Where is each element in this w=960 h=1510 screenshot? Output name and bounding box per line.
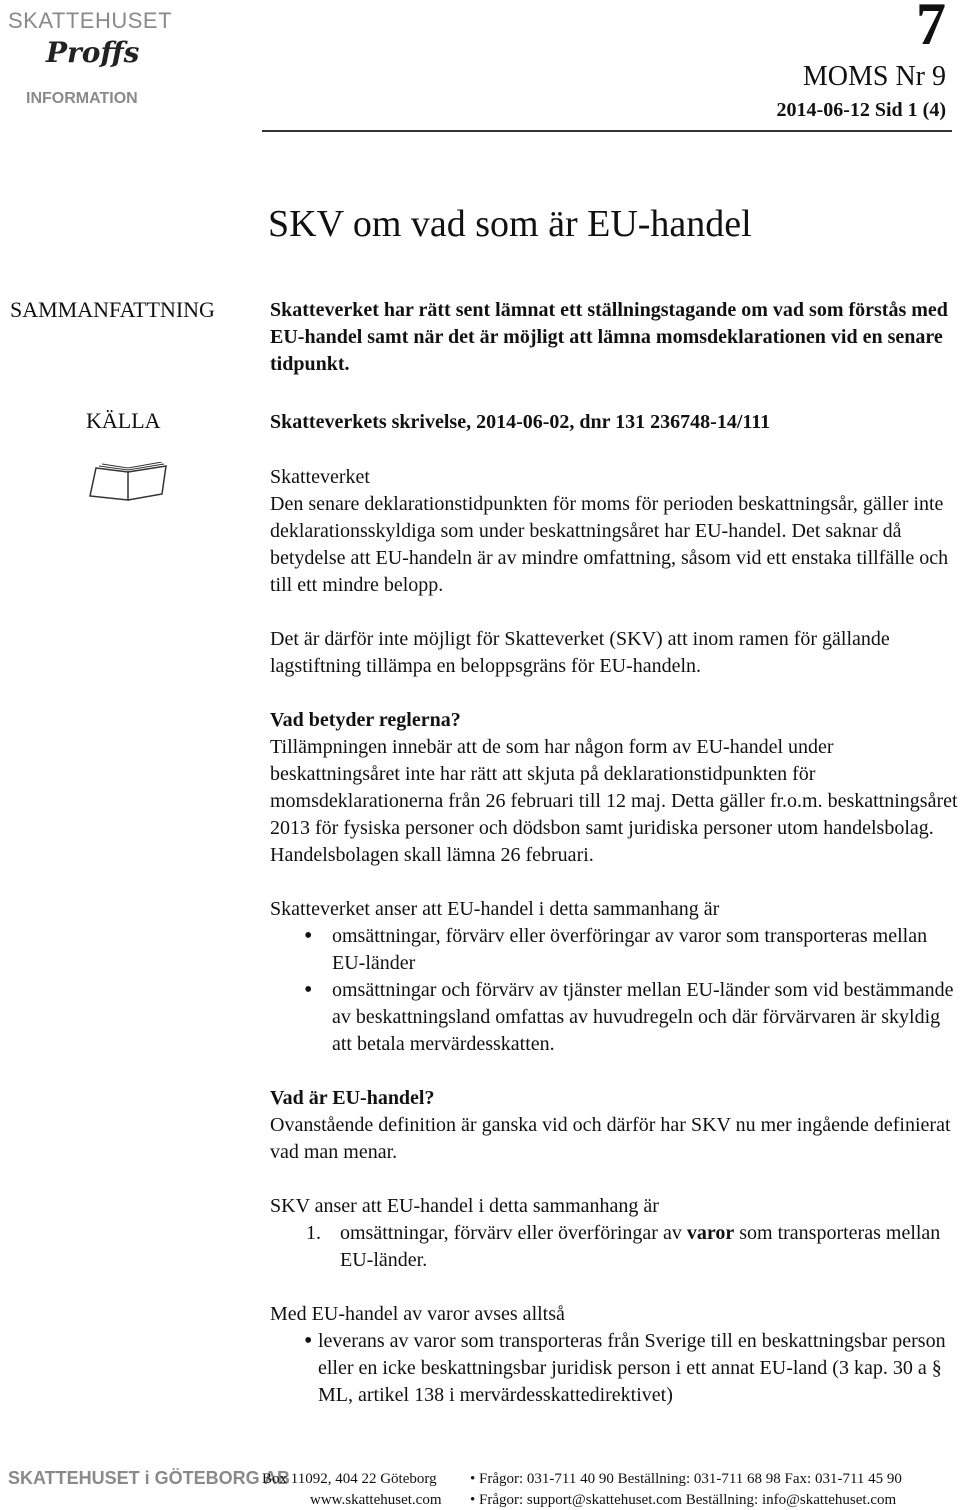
eu-heading: Vad är EU-handel?	[270, 1087, 435, 1109]
logo-proffs: Proffs	[46, 36, 140, 69]
page-title: SKV om vad som är EU-handel	[268, 203, 752, 245]
list-item	[270, 1220, 960, 1274]
footer-phone-text: Frågor: 031-711 40 90 Beställning: 031-711 68 98 Fax: 031-711 45 90	[479, 1471, 902, 1487]
footer-contact-line2: • Frågor: support@skattehuset.com Beställning: info@skattehuset.com	[470, 1492, 897, 1508]
source-text: Skatteverkets skrivelse, 2014-06-02, dnr 131 236748-14/111	[270, 411, 771, 433]
paragraph-3: Tillämpningen innebär att de som har någon form av EU-handel under beskattningsåret inte har rätt att skjuta på deklarationstidpunkten för momsdeklarationerna från 26 februari till 12 maj. Detta gäller fr.o.m. beskattningsåret 2013 för fysiska personer och dödsbon samt juridiska personer utom handelsbolag. Handelsbolagen skall lämna 26 februari.	[270, 736, 958, 866]
issue-number: 7	[916, 0, 946, 57]
series-label: MOMS Nr 9	[802, 61, 946, 92]
summary-label: SAMMANFATTNING	[10, 297, 215, 322]
skatteverket-heading: Skatteverket	[270, 466, 370, 488]
paragraph-5: Ovanstående definition är ganska vid och därför har SKV nu mer ingående definierat vad man menar.	[270, 1114, 951, 1163]
main-body	[270, 464, 960, 1409]
header-divider	[262, 130, 952, 132]
footer-contact-line1: • Frågor: 031-711 40 90 Beställning: 031-711 68 98 Fax: 031-711 45 90	[470, 1471, 902, 1487]
paragraph-1: Den senare deklarationstidpunkten för moms för perioden beskattningsår, gäller inte deklarationsskyldiga som under beskattningsåret har EU-handel. Det saknar då betydelse att EU-handeln är av mindre omfattning, såsom vid ett enstaka tillfälle och till ett mindre belopp.	[270, 493, 949, 596]
date-page: 2014-06-12 Sid 1 (4)	[776, 99, 946, 121]
open-book-icon	[86, 462, 170, 509]
list-item-text-end: som transporteras mellan EU-länder.	[340, 1222, 941, 1271]
footer-address: Box 11092, 404 22 Göteborg	[262, 1471, 437, 1487]
paragraph-7: Med EU-handel av varor avses alltså	[270, 1303, 565, 1325]
footer-company: SKATTEHUSET i GÖTEBORG AB	[8, 1468, 291, 1488]
numbered-list	[270, 1220, 960, 1274]
list-item-bold: varor	[686, 1222, 735, 1244]
rules-heading: Vad betyder reglerna?	[270, 709, 461, 731]
footer-email-text: Frågor: support@skattehuset.com Beställning: info@skattehuset.com	[479, 1492, 897, 1508]
eu-trade-list	[270, 923, 960, 1058]
logo-wordmark: SKATTEHUSET	[8, 8, 173, 33]
list-number: 1.	[306, 1222, 321, 1244]
footer-web: www.skattehuset.com	[310, 1492, 442, 1508]
source-label: KÄLLA	[86, 408, 161, 433]
summary-text: Skatteverket har rätt sent lämnat ett ställningstagande om vad som förstås med EU-handel samt när det är möjligt att lämna momsdeklarationen vid en senare tidpunkt.	[270, 299, 948, 375]
list-item-text: omsättningar, förvärv eller överföringar av	[340, 1222, 687, 1244]
logo-information: INFORMATION	[26, 90, 138, 107]
paragraph-4: Skatteverket anser att EU-handel i detta sammanhang är	[270, 898, 720, 920]
paragraph-2: Det är därför inte möjligt för Skatteverket (SKV) att inom ramen för gällande lagstiftning tillämpa en beloppsgräns för EU-handeln.	[270, 628, 890, 677]
paragraph-6: SKV anser att EU-handel i detta sammanhang är	[270, 1195, 659, 1217]
goods-list	[270, 1328, 960, 1409]
list-item: • leverans av varor som transporteras från Sverige till en beskattningsbar person eller en icke beskattningsbar juridisk person i ett annat EU-land (3 kap. 30 a § ML, artikel 138 i mervärdesskattedirektivet)	[270, 1328, 960, 1409]
list-item: • omsättningar och förvärv av tjänster mellan EU-länder som vid bestämmande av beskattningsland omfattas av huvudregeln och där förvärvaren är skyldig att betala mervärdesskatten.	[270, 977, 960, 1058]
list-item: • omsättningar, förvärv eller överföringar av varor som transporteras mellan EU-länder	[270, 923, 960, 977]
